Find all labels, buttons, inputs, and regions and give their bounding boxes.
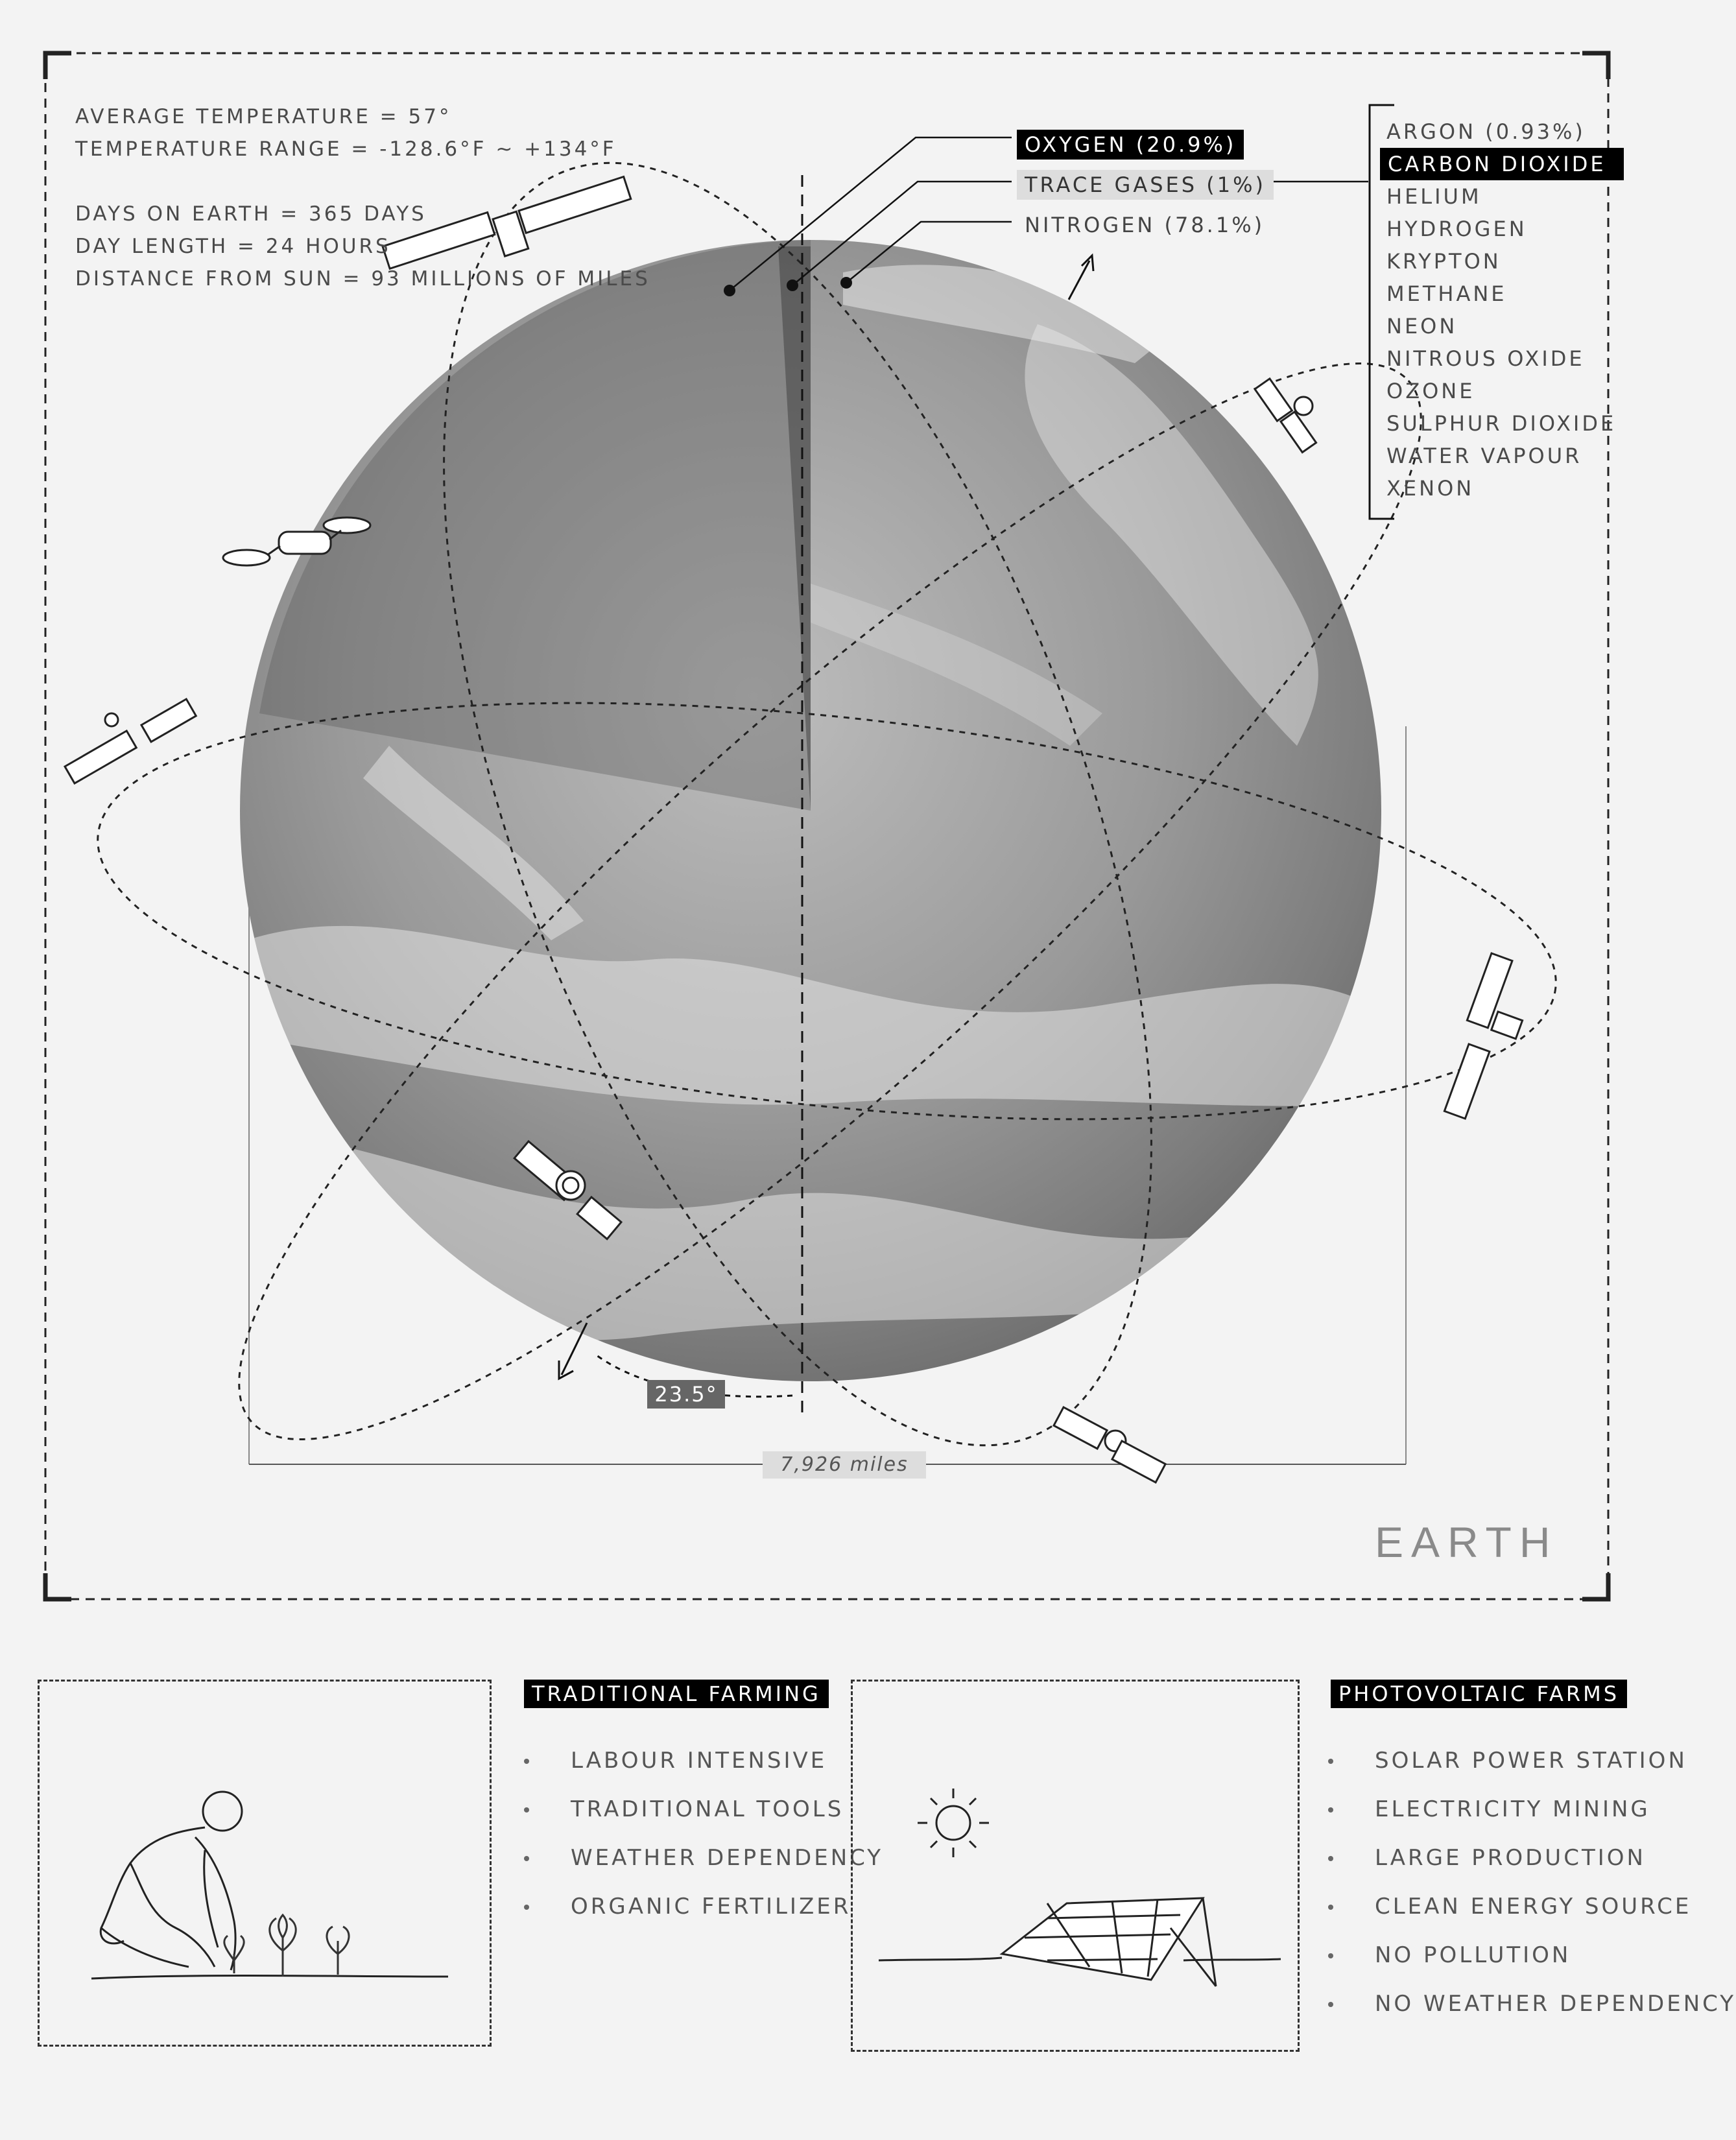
gas-krypton: KRYPTON: [1386, 249, 1501, 274]
list-item: NO WEATHER DEPENDENCY: [1323, 1980, 1736, 2028]
trace-gases-label: TRACE GASES (1%): [1017, 170, 1274, 200]
tilt-angle-label: 23.5°: [647, 1380, 725, 1409]
diameter-label: 7,926 miles: [763, 1451, 926, 1479]
satellite-2: [1255, 379, 1316, 453]
seedling-icon-3: [327, 1927, 349, 1975]
gas-xenon: XENON: [1386, 476, 1475, 501]
average-temperature: AVERAGE TEMPERATURE = 57°: [75, 105, 452, 128]
photovoltaic-farms-illustration: [851, 1680, 1300, 2052]
sun-icon: [918, 1789, 989, 1857]
tilt-arrow-bottom: [559, 1323, 587, 1379]
list-item: NO POLLUTION: [1323, 1931, 1736, 1980]
photovoltaic-farms-title: PHOTOVOLTAIC FARMS: [1331, 1680, 1627, 1708]
distance-from-sun: DISTANCE FROM SUN = 93 MILLIONS OF MILES: [75, 267, 650, 291]
seedling-icon-1: [224, 1936, 244, 1973]
trace-gas-list: [1386, 115, 1624, 505]
list-item: CLEAN ENERGY SOURCE: [1323, 1883, 1736, 1931]
days-on-earth: DAYS ON EARTH = 365 DAYS: [75, 202, 427, 226]
gas-sulphur-dioxide: SULPHUR DIOXIDE: [1386, 411, 1617, 436]
traditional-farming-illustration: [38, 1680, 492, 2047]
gas-neon: NEON: [1386, 314, 1458, 339]
temperature-range: TEMPERATURE RANGE = -128.6°F ~ +134°F: [75, 137, 617, 161]
list-item: LABOUR INTENSIVE: [519, 1737, 883, 1785]
seedling-icon-2: [270, 1915, 296, 1977]
gas-helium: HELIUM: [1386, 184, 1482, 209]
photovoltaic-farms-list: [1323, 1737, 1736, 2028]
gas-water-vapour: WATER VAPOUR: [1386, 444, 1582, 468]
list-item: ORGANIC FERTILIZER: [519, 1883, 883, 1931]
list-item: LARGE PRODUCTION: [1323, 1834, 1736, 1883]
gas-hydrogen: HYDROGEN: [1386, 217, 1527, 241]
gas-methane: METHANE: [1386, 281, 1507, 306]
gas-ozone: OZONE: [1386, 379, 1475, 403]
list-item: TRADITIONAL TOOLS: [519, 1785, 883, 1834]
earth-globe: [240, 240, 1427, 1381]
oxygen-label: OXYGEN (20.9%): [1017, 130, 1244, 160]
nitrogen-label: NITROGEN (78.1%): [1025, 213, 1265, 237]
traditional-farming-title: TRADITIONAL FARMING: [524, 1680, 829, 1708]
satellite-3: [65, 699, 196, 783]
gas-argon: ARGON (0.93%): [1386, 119, 1586, 144]
list-item: SOLAR POWER STATION: [1323, 1737, 1736, 1785]
list-item: WEATHER DEPENDENCY: [519, 1834, 883, 1883]
day-length: DAY LENGTH = 24 HOURS: [75, 235, 391, 258]
gas-nitrous-oxide: NITROUS OXIDE: [1386, 346, 1585, 371]
gas-carbon-dioxide: CARBON DIOXIDE: [1380, 148, 1624, 180]
list-item: ELECTRICITY MINING: [1323, 1785, 1736, 1834]
farmer-illustration: [40, 1682, 490, 2045]
solar-panel-illustration: [853, 1682, 1298, 2050]
traditional-farming-list: [519, 1737, 883, 1931]
planet-name: EARTH: [1375, 1518, 1558, 1566]
tilt-arrow-top: [1069, 256, 1093, 300]
satellite-6: [1054, 1407, 1165, 1482]
satellite-4: [1444, 953, 1522, 1119]
